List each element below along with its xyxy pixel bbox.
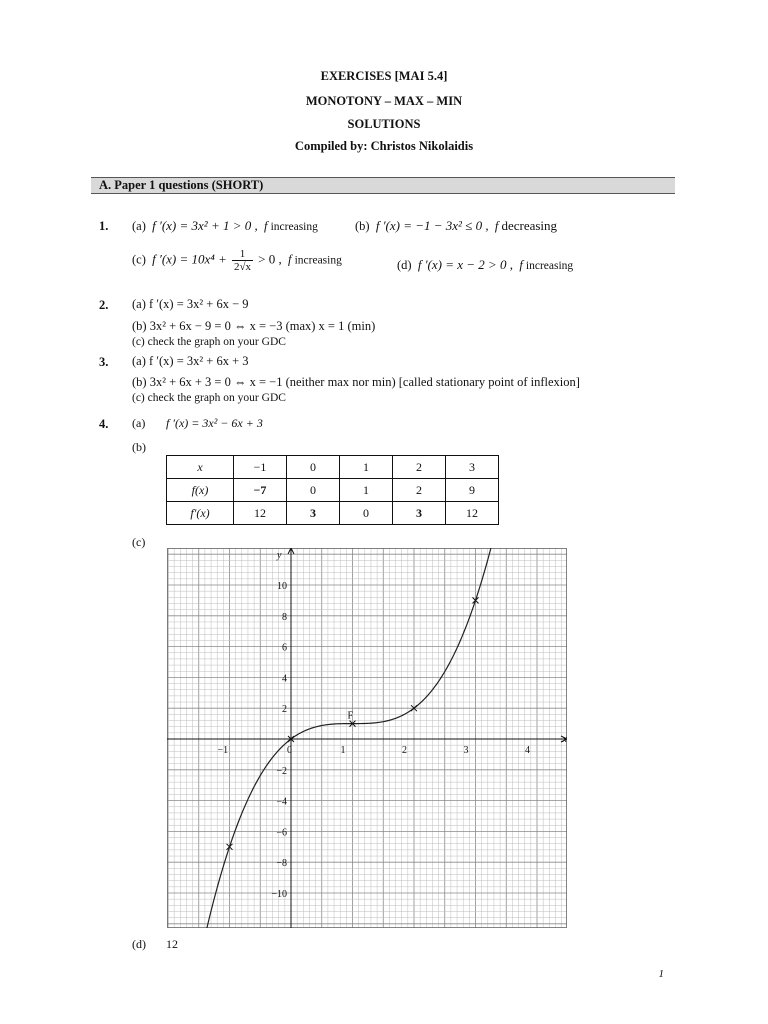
q4-part-a-label: (a) xyxy=(132,416,146,430)
x-tick-label: 3 xyxy=(463,745,469,756)
section-heading: A. Paper 1 questions (SHORT) xyxy=(91,177,675,194)
y-tick-label: 8 xyxy=(282,611,287,623)
point-label-f: F xyxy=(347,710,354,722)
q2-number: 2. xyxy=(99,298,109,312)
table-cell: 1 xyxy=(340,479,393,502)
doc-title: EXERCISES [MAI 5.4] xyxy=(320,69,448,83)
q4-part-c-label: (c) xyxy=(132,535,146,549)
q2-part-a: (a) f ′(x) = 3x² + 6x − 9 xyxy=(132,297,249,311)
doc-subtitle: MONOTONY – MAX – MIN xyxy=(305,94,463,108)
y-tick-label: −10 xyxy=(271,889,287,900)
page-number: 1 xyxy=(658,968,664,980)
q3-number: 3. xyxy=(99,355,109,369)
q3-part-c: (c) check the graph on your GDC xyxy=(132,392,286,404)
table-cell: 3 xyxy=(393,502,446,525)
table-cell: 2 xyxy=(393,456,446,479)
doc-author: Compiled by: Christos Nikolaidis xyxy=(294,139,474,153)
y-tick-label: −6 xyxy=(276,827,287,839)
table-cell: 2 xyxy=(393,479,446,502)
y-axis-label: y xyxy=(277,550,282,561)
table-cell: 3 xyxy=(287,502,340,525)
q1-part-a: (a) f ′(x) = 3x² + 1 > 0 , f increasing xyxy=(132,218,318,233)
q2-part-c: (c) check the graph on your GDC xyxy=(132,336,286,348)
table-cell: f(x) xyxy=(167,479,234,502)
y-tick-label: 2 xyxy=(282,704,287,716)
y-tick-label: 4 xyxy=(282,673,287,685)
x-tick-label: 2 xyxy=(402,745,407,756)
doc-solutions-heading: SOLUTIONS xyxy=(347,117,421,131)
table-cell: x xyxy=(167,456,234,479)
table-cell: 12 xyxy=(446,502,499,525)
table-cell: −1 xyxy=(234,456,287,479)
table-row xyxy=(167,479,499,502)
y-tick-label: −4 xyxy=(276,796,287,808)
table-cell: 0 xyxy=(287,479,340,502)
q4-part-a: f ′(x) = 3x² − 6x + 3 xyxy=(166,416,263,430)
table-cell: 12 xyxy=(234,502,287,525)
q1-part-c: (c) f ′(x) = 10x⁴ + $\frac{1}{2√x}$ > 0 , f increasing xyxy=(132,248,342,273)
x-tick-label: 4 xyxy=(525,745,530,756)
table-cell: 3 xyxy=(446,456,499,479)
q4-number: 4. xyxy=(99,417,109,431)
x-tick-label: 0 xyxy=(287,745,292,756)
q3-part-a: (a) f ′(x) = 3x² + 6x + 3 xyxy=(132,354,249,368)
q1-number: 1. xyxy=(99,219,109,233)
x-tick-label: −1 xyxy=(217,745,229,756)
table-row xyxy=(167,456,499,479)
table-row xyxy=(167,502,499,525)
table-cell: 1 xyxy=(340,456,393,479)
table-cell: −7 xyxy=(234,479,287,502)
q3-part-b: (b) 3x² + 6x + 3 = 0 ⇔ x = −1 (neither max nor min) [called stationary point of inflexion] xyxy=(132,375,580,389)
q4-part-b-label: (b) xyxy=(132,440,146,454)
x-tick-label: 1 xyxy=(340,745,346,756)
table-cell: 0 xyxy=(287,456,340,479)
q4-part-d-label: (d) xyxy=(132,937,146,951)
q1-fraction: $\frac{1}{2√x}$ xyxy=(233,248,252,273)
y-tick-label: −2 xyxy=(276,765,287,777)
x-axis-label: x xyxy=(562,734,567,745)
q1-part-b: (b) f ′(x) = −1 − 3x² ≤ 0 , f decreasing xyxy=(355,218,558,233)
table-cell: 9 xyxy=(446,479,499,502)
y-tick-label: 6 xyxy=(282,642,287,654)
q4-part-d-answer: 12 xyxy=(166,937,178,951)
curve-line xyxy=(193,548,494,928)
function-graph xyxy=(167,548,567,928)
q2-part-b: (b) 3x² + 6x − 9 = 0 ⇔ x = −3 (max) x = 1 (min) xyxy=(132,319,376,333)
table-cell: 0 xyxy=(340,502,393,525)
y-tick-label: −8 xyxy=(276,858,287,870)
values-table xyxy=(166,455,499,525)
y-tick-label: 10 xyxy=(277,581,287,592)
q1-part-d: (d) f ′(x) = x − 2 > 0 , f increasing xyxy=(397,257,574,272)
table-cell: f′(x) xyxy=(167,502,234,525)
